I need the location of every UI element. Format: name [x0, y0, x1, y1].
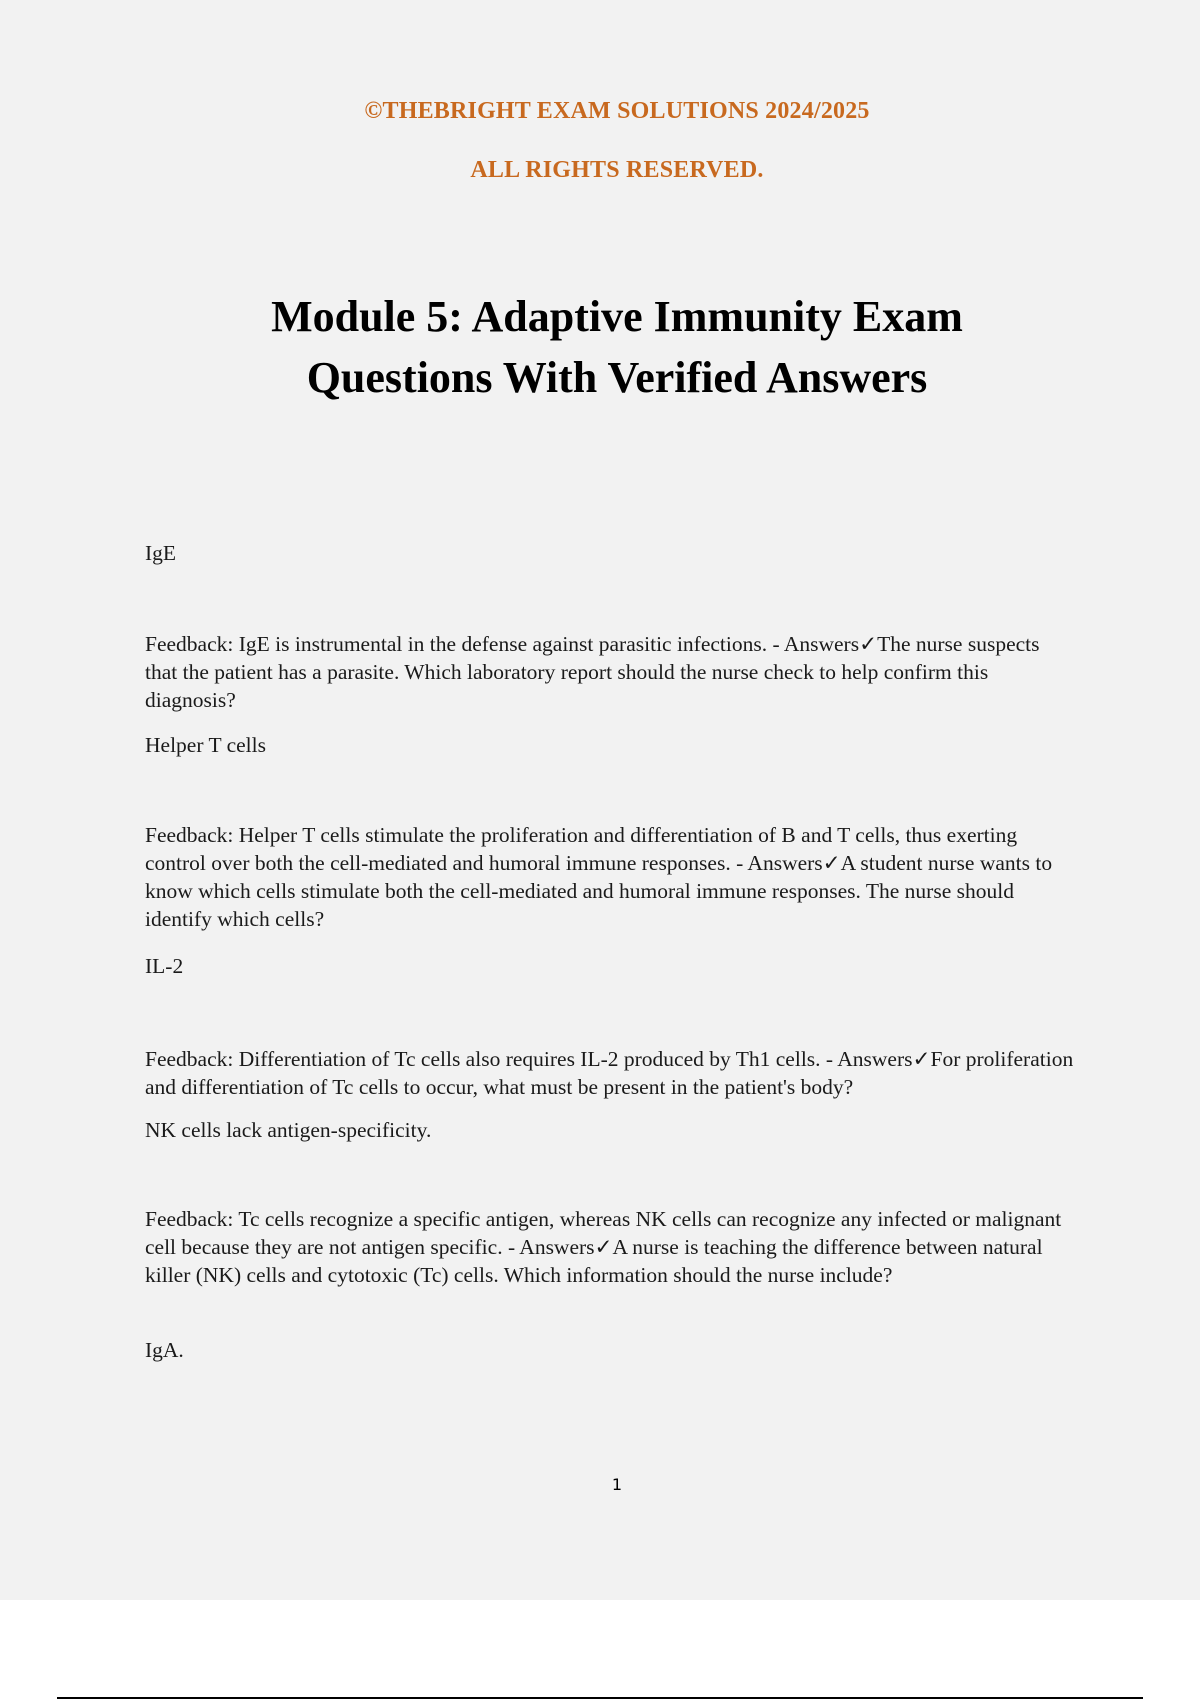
answer-2: Helper T cells [145, 733, 267, 757]
copyright-header: ©THEBRIGHT EXAM SOLUTIONS 2024/2025 [364, 98, 870, 124]
answer-3: IL-2 [145, 954, 184, 978]
feedback-3: Feedback: Differentiation of Tc cells also requires IL-2 produced by Th1 cells. - Answers✓For proliferation and differentiation of Tc cells to occur, what must be present in the patient's body? [145, 1047, 1074, 1099]
answer-1: IgE [145, 541, 177, 565]
answer-5: IgA. [145, 1338, 184, 1362]
page-title [130, 286, 1104, 408]
feedback-1: Feedback: IgE is instrumental in the defense against parasitic infections. - Answers✓The nurse suspects that the patient has a parasite. Which laboratory report should the nurse check to help confirm this diagnosis? [145, 632, 1040, 712]
page-title-line-2: Questions With Verified Answers [306, 353, 928, 402]
page-title-line-1: Module 5: Adaptive Immunity Exam [271, 292, 963, 341]
page-number: 1 [611, 1475, 623, 1494]
feedback-4: Feedback: Tc cells recognize a specific antigen, whereas NK cells can recognize any infected or malignant cell because they are not antigen specific. - Answers✓A nurse is teaching the difference between natural killer (NK) cells and cytotoxic (Tc) cells. Which information should the nurse include? [145, 1207, 1062, 1287]
feedback-2: Feedback: Helper T cells stimulate the proliferation and differentiation of B and T cells, thus exerting control over both the cell-mediated and humoral immune responses. - Answers✓A student nurse wants to know which cells stimulate both the cell-mediated and humoral immune responses. The nurse should identify which cells? [145, 823, 1053, 931]
footer-divider [57, 1697, 1143, 1699]
answer-4: NK cells lack antigen-specificity. [145, 1118, 432, 1142]
rights-reserved-header: ALL RIGHTS RESERVED. [470, 157, 764, 183]
